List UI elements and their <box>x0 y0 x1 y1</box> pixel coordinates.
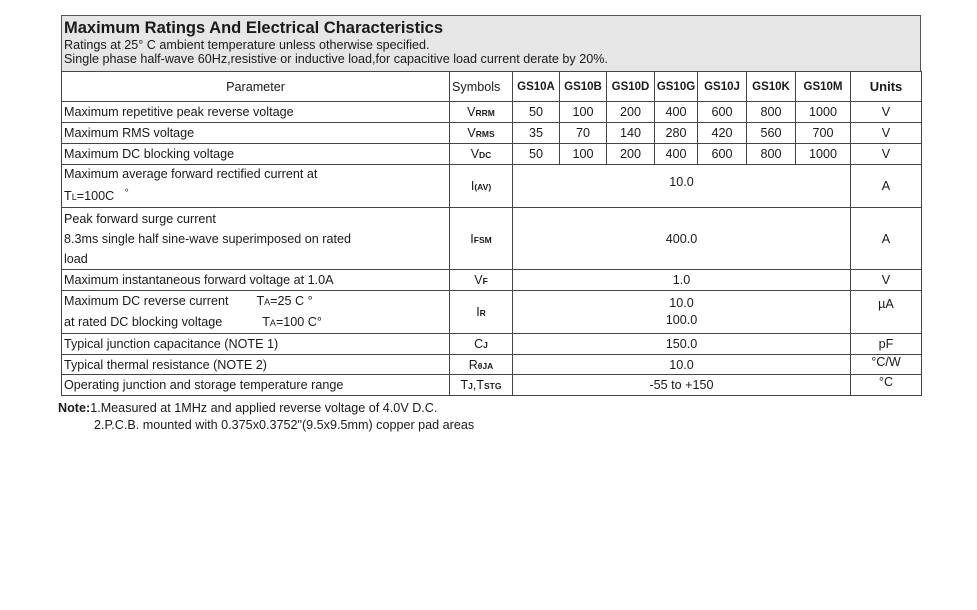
table-row-cj <box>62 334 922 355</box>
param-text: at rated DC blocking voltage <box>64 315 223 329</box>
value-cell: 420 <box>698 123 747 144</box>
cond-sub: L <box>71 192 77 202</box>
symbol-rthja <box>450 355 513 375</box>
symbol-main: C <box>474 337 484 351</box>
ratings-table <box>61 71 922 396</box>
unit-vf: V <box>851 270 922 291</box>
symbol-sub: R <box>479 308 486 318</box>
header-part-gs10g: GS10G <box>655 72 698 102</box>
param-line <box>64 184 447 207</box>
symbol-main: I <box>470 179 475 193</box>
symbol-sub: DC <box>479 150 492 160</box>
value-cell: 400 <box>655 102 698 123</box>
value-cj: 150.0 <box>513 334 851 355</box>
header-parameter: Parameter <box>62 72 450 102</box>
param-ifsm <box>62 208 450 270</box>
value-tj: -55 to +150 <box>513 375 851 396</box>
symbol-sub: (AV) <box>474 182 492 192</box>
param-vrrm: Maximum repetitive peak reverse voltage <box>62 102 450 123</box>
unit-iav: A <box>851 165 922 208</box>
note-1 <box>58 400 474 417</box>
param-tj: Operating junction and storage temperature range <box>62 375 450 396</box>
table-row-ifsm <box>62 208 922 270</box>
value-cell: 280 <box>655 123 698 144</box>
value-cell: 800 <box>747 102 796 123</box>
param-line: Peak forward surge current <box>64 211 216 226</box>
param-line <box>64 312 447 333</box>
value-ir <box>513 291 851 334</box>
symbol-sub: RMS <box>475 129 495 139</box>
ratings-sheet <box>61 15 921 396</box>
value-vf: 1.0 <box>513 270 851 291</box>
header-part-gs10m: GS10M <box>796 72 851 102</box>
param-rthja: Typical thermal resistance (NOTE 2) <box>62 355 450 375</box>
value-cell: 400 <box>655 144 698 165</box>
ratings-condition-1: Ratings at 25° C ambient temperature unless otherwise specified. <box>64 38 430 52</box>
unit-ifsm: A <box>851 208 922 270</box>
symbol-iav <box>450 165 513 208</box>
symbol-vdc <box>450 144 513 165</box>
unit-ir: µA <box>851 291 922 334</box>
value-cell: 50 <box>513 144 560 165</box>
symbol-sub: STG <box>484 381 502 391</box>
param-vdc: Maximum DC blocking voltage <box>62 144 450 165</box>
value-cell: 70 <box>560 123 607 144</box>
symbol-main: V <box>470 147 480 161</box>
header-part-gs10d: GS10D <box>607 72 655 102</box>
table-row-iav <box>62 165 922 208</box>
symbol-ifsm <box>450 208 513 270</box>
value-cell: 35 <box>513 123 560 144</box>
param-vrms: Maximum RMS voltage <box>62 123 450 144</box>
header-part-gs10a: GS10A <box>513 72 560 102</box>
cond-main: T <box>262 315 270 329</box>
note-1-text: 1.Measured at 1MHz and applied reverse voltage of 4.0V D.C. <box>90 401 438 415</box>
value-cell: 1000 <box>796 102 851 123</box>
unit-tj: °C <box>851 375 922 396</box>
table-row-rthja <box>62 355 922 375</box>
unit-rthja: °C/W <box>851 355 922 375</box>
cond-sub: A <box>269 318 276 328</box>
symbol-sub: FSM <box>473 234 492 245</box>
header-units: Units <box>851 72 922 102</box>
notes-block <box>58 400 474 434</box>
ratings-condition-2: Single phase half-wave 60Hz,resistive or inductive load,for capacitive load current derate by 20%. <box>64 52 608 66</box>
symbol-vrms <box>450 123 513 144</box>
value-cell: 600 <box>698 102 747 123</box>
param-text: Maximum DC reverse current <box>64 294 229 308</box>
symbol-main: T <box>460 378 469 392</box>
value-iav: 10.0 <box>513 165 851 208</box>
symbol-vf <box>450 270 513 291</box>
symbol-main: V <box>467 126 476 140</box>
cond-rest: =25 C ° <box>270 294 313 308</box>
symbol-main: I <box>470 231 474 246</box>
cond-main: T <box>256 294 265 308</box>
param-iav <box>62 165 450 208</box>
symbol-sub: θJA <box>477 360 494 371</box>
symbol-main: R <box>468 357 478 372</box>
symbol-tj <box>450 375 513 396</box>
table-row-vrrm <box>62 102 922 123</box>
ratings-header <box>61 15 921 71</box>
header-part-gs10k: GS10K <box>747 72 796 102</box>
unit-vrms: V <box>851 123 922 144</box>
value-cell: 560 <box>747 123 796 144</box>
header-symbols: Symbols <box>450 72 513 102</box>
value-rthja: 10.0 <box>513 355 851 375</box>
ratings-title: Maximum Ratings And Electrical Characteristics <box>64 19 444 37</box>
param-line: 8.3ms single half sine-wave superimposed on rated <box>64 231 352 246</box>
value-ir-25c: 10.0 <box>669 296 694 310</box>
param-ir <box>62 291 450 334</box>
unit-cj: pF <box>851 334 922 355</box>
symbol-main: I <box>476 305 480 319</box>
param-line: Maximum average forward rectified current at <box>64 167 318 181</box>
value-cell: 700 <box>796 123 851 144</box>
cond-main: T <box>64 189 72 203</box>
table-row-vf <box>62 270 922 291</box>
value-cell: 100 <box>560 102 607 123</box>
table-row-ir <box>62 291 922 334</box>
note-2: 2.P.C.B. mounted with 0.375x0.3752"(9.5x9.5mm) copper pad areas <box>94 418 475 432</box>
symbol-sub: J <box>468 381 473 391</box>
param-vf: Maximum instantaneous forward voltage at 1.0A <box>62 270 450 291</box>
value-cell: 200 <box>607 144 655 165</box>
symbol-main: V <box>474 273 483 287</box>
cond-rest: =100C <box>76 189 115 203</box>
unit-vrrm: V <box>851 102 922 123</box>
symbol-cj <box>450 334 513 355</box>
param-line: load <box>64 251 88 266</box>
table-row-vrms <box>62 123 922 144</box>
value-cell: 1000 <box>796 144 851 165</box>
symbol-ir <box>450 291 513 334</box>
table-row-vdc <box>62 144 922 165</box>
cond-sub: A <box>264 297 271 307</box>
symbol-sub: J <box>483 340 488 350</box>
value-cell: 600 <box>698 144 747 165</box>
param-line <box>64 291 447 312</box>
header-part-gs10b: GS10B <box>560 72 607 102</box>
notes-label: Note: <box>58 401 91 415</box>
value-ifsm: 400.0 <box>513 208 851 270</box>
symbol-main: ,T <box>472 378 484 392</box>
header-part-gs10j: GS10J <box>698 72 747 102</box>
symbol-main: V <box>467 105 476 119</box>
symbol-sub: F <box>482 276 488 286</box>
symbol-sub: RRM <box>475 108 495 118</box>
value-cell: 100 <box>560 144 607 165</box>
value-ir-100c: 100.0 <box>665 313 698 327</box>
value-cell: 140 <box>607 123 655 144</box>
table-row-tj <box>62 375 922 396</box>
table-header-row <box>62 72 922 102</box>
value-cell: 800 <box>747 144 796 165</box>
degree-mark: ° <box>124 188 129 199</box>
value-cell: 200 <box>607 102 655 123</box>
param-cj: Typical junction capacitance (NOTE 1) <box>62 334 450 355</box>
unit-vdc: V <box>851 144 922 165</box>
cond-rest: =100 C° <box>275 315 322 329</box>
value-cell: 50 <box>513 102 560 123</box>
symbol-vrrm <box>450 102 513 123</box>
